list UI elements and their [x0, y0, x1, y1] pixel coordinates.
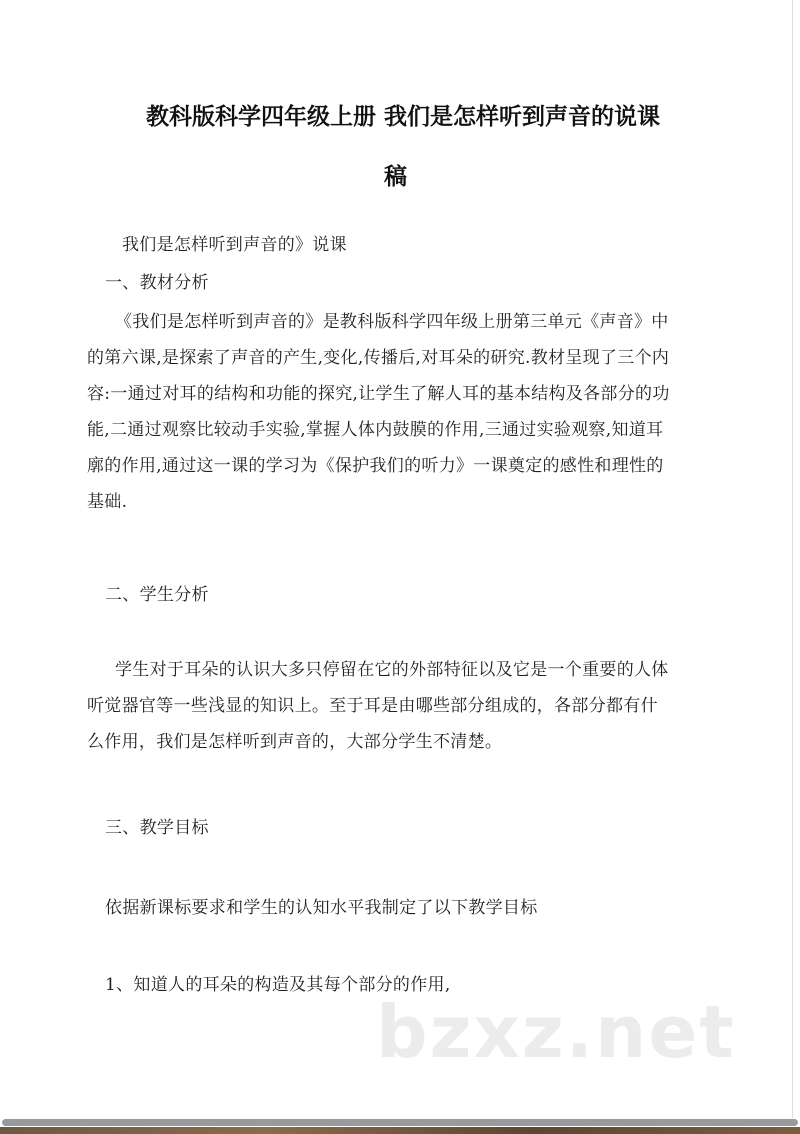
document-title-line1: 教科版科学四年级上册 我们是怎样听到声音的说课: [146, 104, 661, 130]
subtitle: 我们是怎样听到声音的》说课: [122, 235, 347, 255]
paragraph-line: 的第六课,是探索了声音的产生,变化,传播后,对耳朵的研究.教材呈现了三个内: [87, 348, 670, 368]
section-heading-3: 三、教学目标: [105, 818, 209, 838]
background-strip: [0, 1127, 800, 1134]
section3-item-1: 1、知道人的耳朵的构造及其每个部分的作用,: [105, 975, 451, 995]
watermark: bzxz.net: [376, 990, 736, 1074]
section-heading-2: 二、学生分析: [105, 585, 209, 605]
paragraph-line: 《我们是怎样听到声音的》是教科版科学四年级上册第三单元《声音》中: [115, 312, 669, 332]
document-title-line2: 稿: [384, 164, 407, 190]
paragraph-line: 能,二通过观察比较动手实验,掌握人体内鼓膜的作用,三通过实验观察,知道耳: [87, 420, 664, 440]
paragraph-line: 听觉器官等一些浅显的知识上。至于耳是由哪些部分组成的，各部分都有什: [87, 696, 658, 716]
paragraph-line: 容:一通过对耳的结构和功能的探究,让学生了解人耳的基本结构及各部分的功: [87, 384, 670, 404]
paragraph-line: 基础.: [87, 492, 128, 512]
horizontal-scrollbar[interactable]: [2, 1119, 798, 1126]
section3-intro: 依据新课标要求和学生的认知水平我制定了以下教学目标: [105, 898, 538, 918]
paragraph-line: 廓的作用,通过这一课的学习为《保护我们的听力》一课奠定的感性和理性的: [87, 456, 664, 476]
paragraph-line: 学生对于耳朵的认识大多只停留在它的外部特征以及它是一个重要的人体: [115, 660, 669, 680]
section-heading-1: 一、教材分析: [105, 273, 209, 293]
paragraph-line: 么作用，我们是怎样听到声音的，大部分学生不清楚。: [87, 732, 503, 752]
